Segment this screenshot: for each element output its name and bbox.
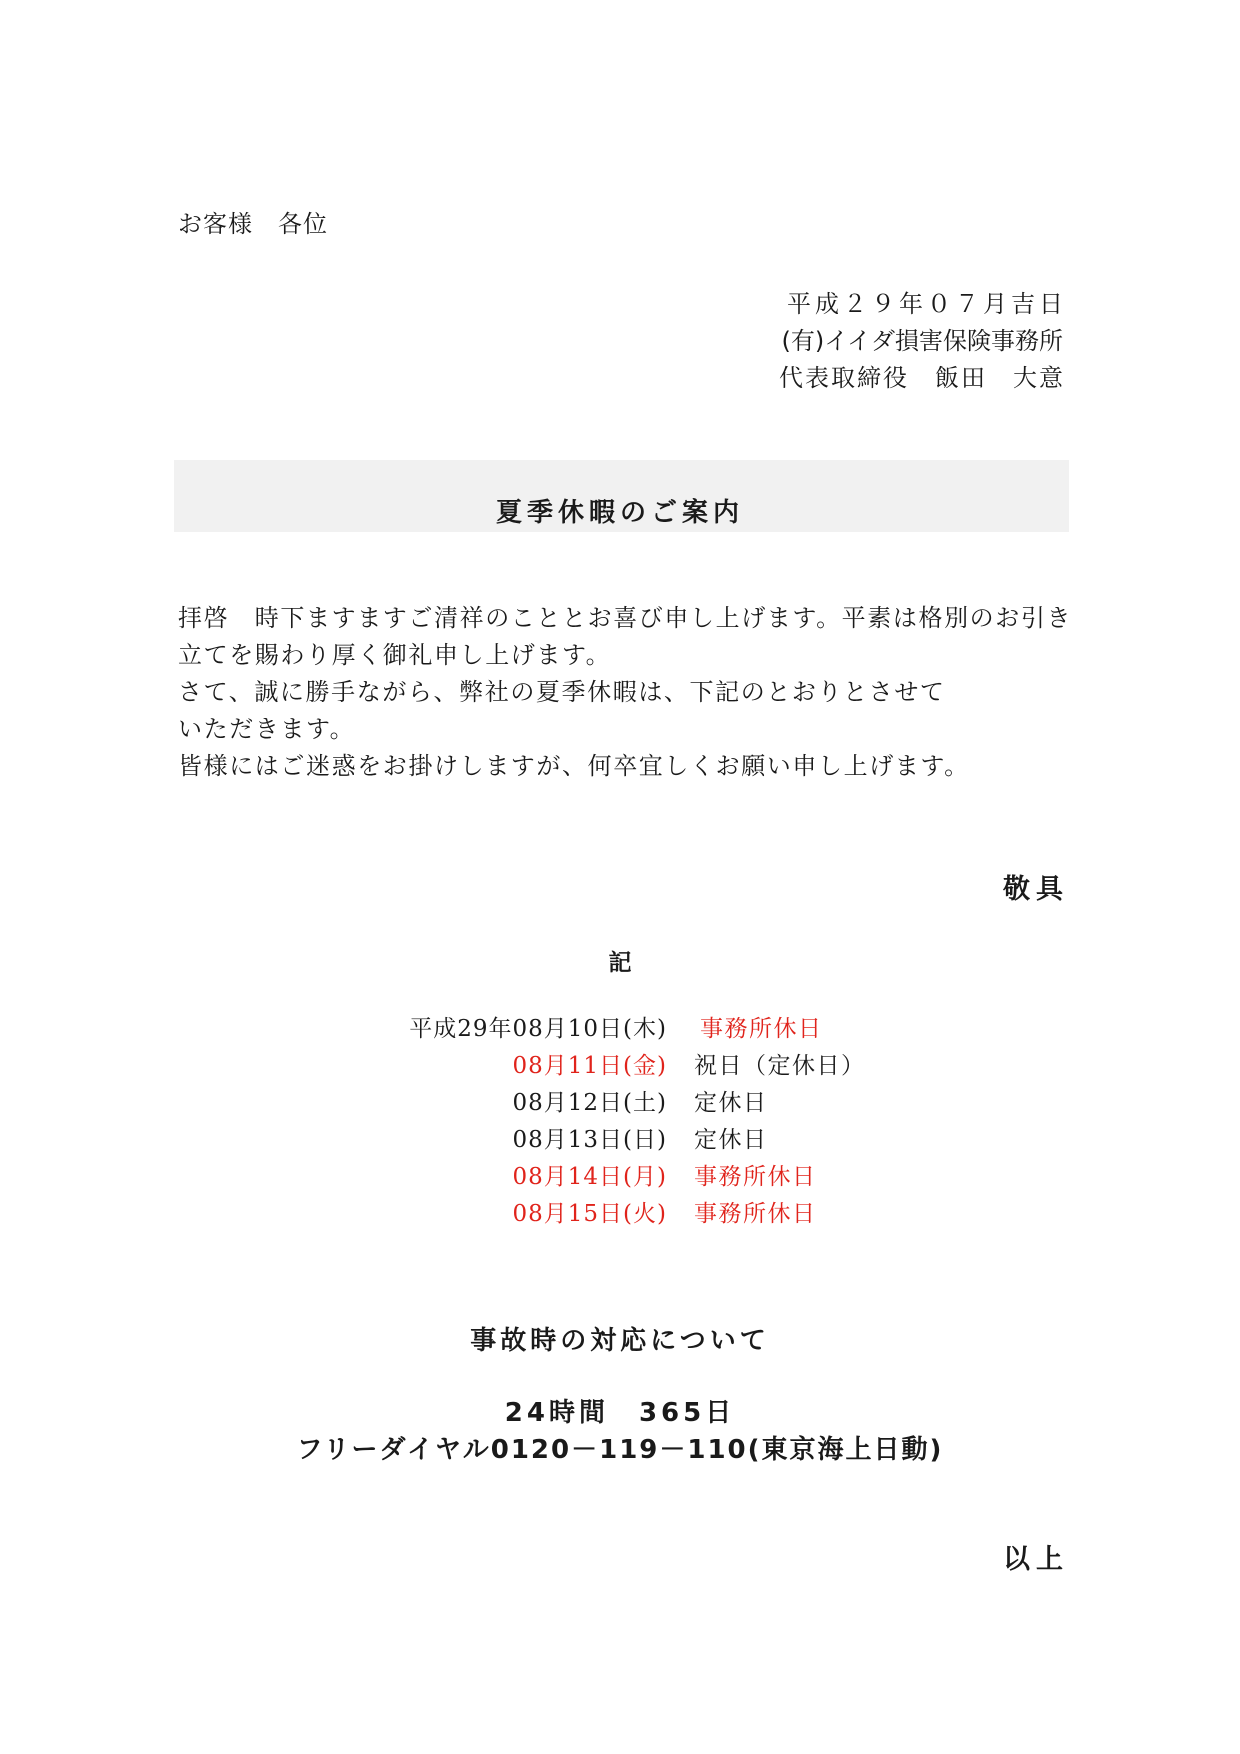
schedule-row [0,1085,1240,1122]
support-hours: 24時間 365日 [504,1398,736,1428]
addressee: お客様 各位 [178,210,328,238]
company-name: (有)イイダ損害保険事務所 [781,327,1063,355]
accident-heading: 事故時の対応について [470,1326,770,1356]
schedule-row [0,1159,1240,1196]
schedule-status: 定休日 [694,1127,768,1153]
sender-block [779,286,1067,397]
body-line: 立てを賜わり厚く御礼申し上げます。 [178,641,612,669]
representative: 代表取締役 飯田 大意 [779,364,1065,392]
body-line: 皆様にはご迷惑をお掛けしますが、何卒宜しくお願い申し上げます。 [178,752,970,780]
schedule-status: 祝日（定休日） [694,1053,866,1079]
ki-heading: 記 [608,950,632,976]
body-line: いただきます。 [178,715,356,743]
schedule-row [0,1048,1240,1085]
schedule-date: 08月11日(金) [512,1053,667,1079]
closing-keigu: 敬具 [1003,874,1069,905]
schedule-status: 事務所休日 [700,1016,823,1042]
schedule-date: 08月13日(日) [512,1127,667,1153]
closing-ijou: 以上 [1003,1544,1069,1575]
schedule-date: 平成29年08月10日(木) [409,1016,667,1042]
issue-date: 平成２９年０７月吉日 [787,290,1067,318]
schedule-date: 08月15日(火) [512,1201,667,1227]
schedule-row [0,1196,1240,1233]
body-line: さて、誠に勝手ながら、弊社の夏季休暇は、下記のとおりとさせて [178,678,946,706]
body-line: 拝啓 時下ますますご清祥のこととお喜び申し上げます。平素は格別のお引き [178,604,1073,632]
schedule-row [0,1011,1240,1048]
document-title: 夏季休暇のご案内 [495,498,744,528]
schedule-row [0,1122,1240,1159]
schedule-date: 08月12日(土) [512,1090,667,1116]
schedule-status: 事務所休日 [694,1164,817,1190]
schedule-status: 事務所休日 [694,1201,817,1227]
schedule-date: 08月14日(月) [512,1164,667,1190]
free-dial-number: フリーダイヤル0120－119－110(東京海上日動) [296,1435,944,1465]
schedule-status: 定休日 [694,1090,768,1116]
body-text [178,600,1073,785]
